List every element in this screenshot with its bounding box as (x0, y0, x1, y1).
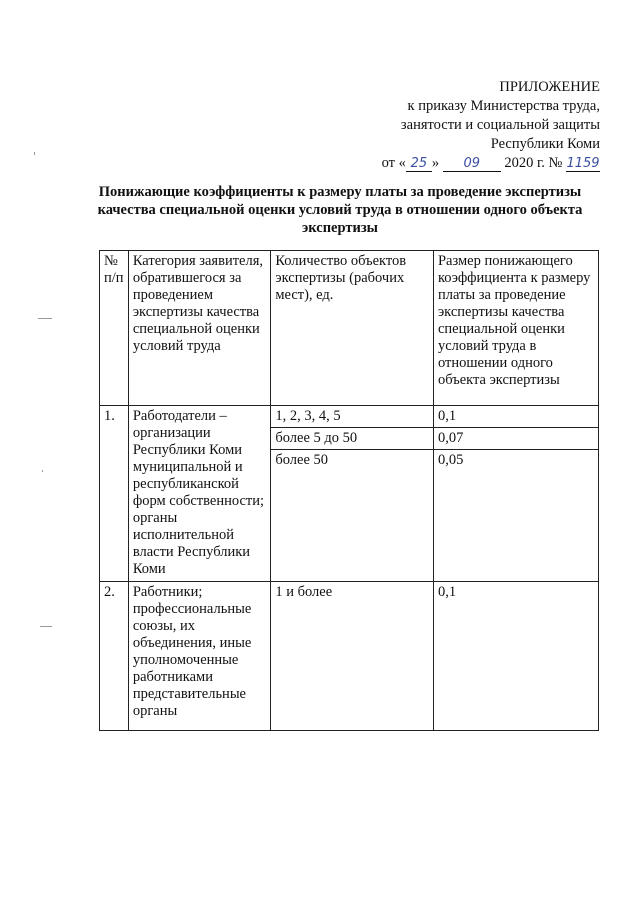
header-cell-count: Количество объектов экспертизы (рабочих мест), ед. (271, 251, 434, 406)
appendix-label: ПРИЛОЖЕНИЕ (499, 79, 600, 95)
order-line-republic: Республики Коми (490, 136, 600, 152)
row-number: 1. (100, 406, 129, 582)
date-day: 25 (406, 156, 432, 172)
row-category: Работники; профессиональные союзы, их объединения, иные уполномоченные работниками представительные органы (128, 582, 271, 731)
table-row (100, 406, 599, 428)
row-coefficient: 0,1 (433, 406, 598, 428)
order-line-ministry: к приказу Министерства труда, (407, 98, 600, 114)
table-header-row (100, 251, 599, 406)
date-year: 2020 г. № (504, 155, 563, 171)
document-title: Понижающие коэффициенты к размеру платы за проведение экспертизы качества специальной оценки условий труда в отношении одного объекта экспертизы (97, 184, 583, 236)
row-count: 1, 2, 3, 4, 5 (271, 406, 434, 428)
row-coefficient: 0,05 (433, 450, 598, 582)
appendix-header (382, 78, 600, 173)
row-coefficient: 0,1 (433, 582, 598, 731)
row-number: 2. (100, 582, 129, 731)
order-date-line (382, 154, 600, 173)
row-count: 1 и более (271, 582, 434, 731)
date-prefix: от « (381, 155, 406, 171)
order-number: 1159 (566, 156, 600, 171)
scan-mark (40, 626, 52, 627)
date-month: 09 (443, 156, 501, 172)
scan-mark (38, 318, 52, 319)
coefficients-table (99, 250, 599, 731)
row-count: более 50 (271, 450, 434, 582)
date-close-quote: » (431, 155, 440, 171)
scan-mark (34, 152, 35, 155)
row-category: Работодатели – организации Республики Коми муниципальной и республиканской форм собственности; органы исполнительной власти Республики Коми (128, 406, 271, 582)
table-row (100, 582, 599, 731)
header-cell-number: № п/п (100, 251, 129, 406)
header-cell-category: Категория заявителя, обратившегося за проведением экспертизы качества специальной оценки условий труда (128, 251, 271, 406)
row-coefficient: 0,07 (433, 428, 598, 450)
header-cell-coefficient: Размер понижающего коэффициента к размеру платы за проведение экспертизы качества специальной оценки условий труда в отношении одного объекта экспертизы (433, 251, 598, 406)
scan-mark (42, 470, 43, 472)
order-line-department: занятости и социальной защиты (400, 117, 600, 133)
row-count: более 5 до 50 (271, 428, 434, 450)
